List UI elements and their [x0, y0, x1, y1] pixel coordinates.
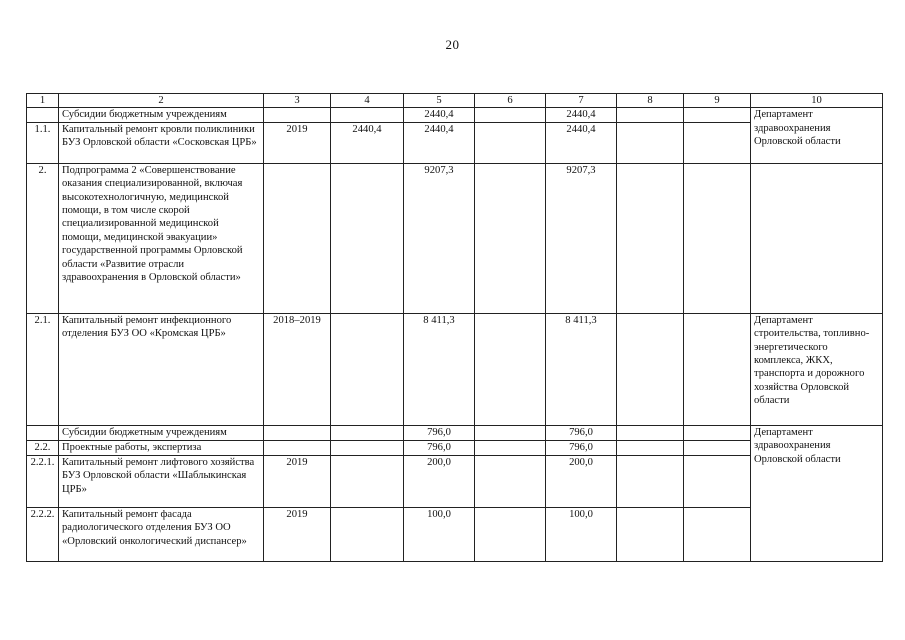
row-col8	[617, 507, 684, 561]
row-col6	[475, 108, 546, 122]
row-year	[264, 425, 331, 440]
row-year	[264, 108, 331, 122]
row-col6	[475, 425, 546, 440]
row-number: 2.2.	[27, 440, 59, 455]
row-col5: 100,0	[404, 507, 475, 561]
row-col5: 796,0	[404, 425, 475, 440]
page-number: 20	[445, 37, 460, 52]
table-row	[27, 108, 883, 122]
row-number: 2.	[27, 163, 59, 313]
column-header: 6	[475, 94, 546, 108]
row-col7: 100,0	[546, 507, 617, 561]
column-header: 8	[617, 94, 684, 108]
row-department: Департамент строительства, топливно-энергетического комплекса, ЖКХ, транспорта и дорожного хозяйства Орловской области	[751, 313, 883, 425]
row-number: 2.2.1.	[27, 455, 59, 507]
row-department: Департамент здравоохранения Орловской области	[751, 108, 883, 163]
row-col4	[331, 163, 404, 313]
row-col6	[475, 313, 546, 425]
row-col4	[331, 455, 404, 507]
column-header: 9	[684, 94, 751, 108]
row-name: Капитальный ремонт инфекционного отделения БУЗ ОО «Кромская ЦРБ»	[59, 313, 264, 425]
row-col7: 796,0	[546, 425, 617, 440]
row-year: 2019	[264, 122, 331, 163]
column-header: 3	[264, 94, 331, 108]
row-name: Подпрограмма 2 «Совершенствование оказания специализированной, включая высокотехнологичную, медицинской помощи, в том числе скорой специализированной медицинской помощи, медицинской эвакуации» государственной программы Орловской области «Развитие отрасли здравоохранения в Орловской области»	[59, 163, 264, 313]
row-col9	[684, 455, 751, 507]
row-col9	[684, 425, 751, 440]
row-col9	[684, 108, 751, 122]
row-col7: 9207,3	[546, 163, 617, 313]
row-name: Субсидии бюджетным учреждениям	[59, 108, 264, 122]
row-department	[751, 163, 883, 313]
row-col9	[684, 313, 751, 425]
column-header: 5	[404, 94, 475, 108]
row-number	[27, 108, 59, 122]
table-row	[27, 163, 883, 313]
row-col5: 8 411,3	[404, 313, 475, 425]
row-name: Проектные работы, экспертиза	[59, 440, 264, 455]
row-col8	[617, 455, 684, 507]
row-col5: 200,0	[404, 455, 475, 507]
program-table	[26, 93, 883, 562]
row-year	[264, 440, 331, 455]
row-col4	[331, 440, 404, 455]
row-col5: 796,0	[404, 440, 475, 455]
row-col9	[684, 163, 751, 313]
row-year: 2019	[264, 507, 331, 561]
table-row	[27, 425, 883, 440]
row-col8	[617, 425, 684, 440]
row-col4	[331, 425, 404, 440]
row-year: 2018–2019	[264, 313, 331, 425]
column-header: 2	[59, 94, 264, 108]
row-col8	[617, 313, 684, 425]
row-col8	[617, 122, 684, 163]
row-col7: 8 411,3	[546, 313, 617, 425]
table-row	[27, 313, 883, 425]
row-col4: 2440,4	[331, 122, 404, 163]
row-col6	[475, 507, 546, 561]
row-col8	[617, 163, 684, 313]
row-name: Капитальный ремонт лифтового хозяйства БУЗ Орловской области «Шаблыкинская ЦРБ»	[59, 455, 264, 507]
column-header: 4	[331, 94, 404, 108]
row-col5: 2440,4	[404, 122, 475, 163]
row-col4	[331, 313, 404, 425]
row-number: 1.1.	[27, 122, 59, 163]
row-year: 2019	[264, 455, 331, 507]
row-col4	[331, 507, 404, 561]
row-col5: 9207,3	[404, 163, 475, 313]
row-col7: 2440,4	[546, 122, 617, 163]
row-col9	[684, 440, 751, 455]
row-number: 2.2.2.	[27, 507, 59, 561]
row-name: Субсидии бюджетным учреждениям	[59, 425, 264, 440]
column-header: 10	[751, 94, 883, 108]
row-col6	[475, 440, 546, 455]
row-col9	[684, 507, 751, 561]
row-year	[264, 163, 331, 313]
row-col7: 796,0	[546, 440, 617, 455]
column-header: 1	[27, 94, 59, 108]
row-col6	[475, 122, 546, 163]
row-col5: 2440,4	[404, 108, 475, 122]
row-col7: 2440,4	[546, 108, 617, 122]
row-number: 2.1.	[27, 313, 59, 425]
row-col7: 200,0	[546, 455, 617, 507]
row-department: Департамент здравоохранения Орловской области	[751, 425, 883, 561]
row-col8	[617, 108, 684, 122]
row-col4	[331, 108, 404, 122]
row-name: Капитальный ремонт кровли поликлиники БУЗ Орловской области «Сосковская ЦРБ»	[59, 122, 264, 163]
row-col8	[617, 440, 684, 455]
row-number	[27, 425, 59, 440]
column-header-row	[27, 94, 883, 108]
row-name: Капитальный ремонт фасада радиологического отделения БУЗ ОО «Орловский онкологический диспансер»	[59, 507, 264, 561]
row-col6	[475, 455, 546, 507]
column-header: 7	[546, 94, 617, 108]
row-col9	[684, 122, 751, 163]
row-col6	[475, 163, 546, 313]
